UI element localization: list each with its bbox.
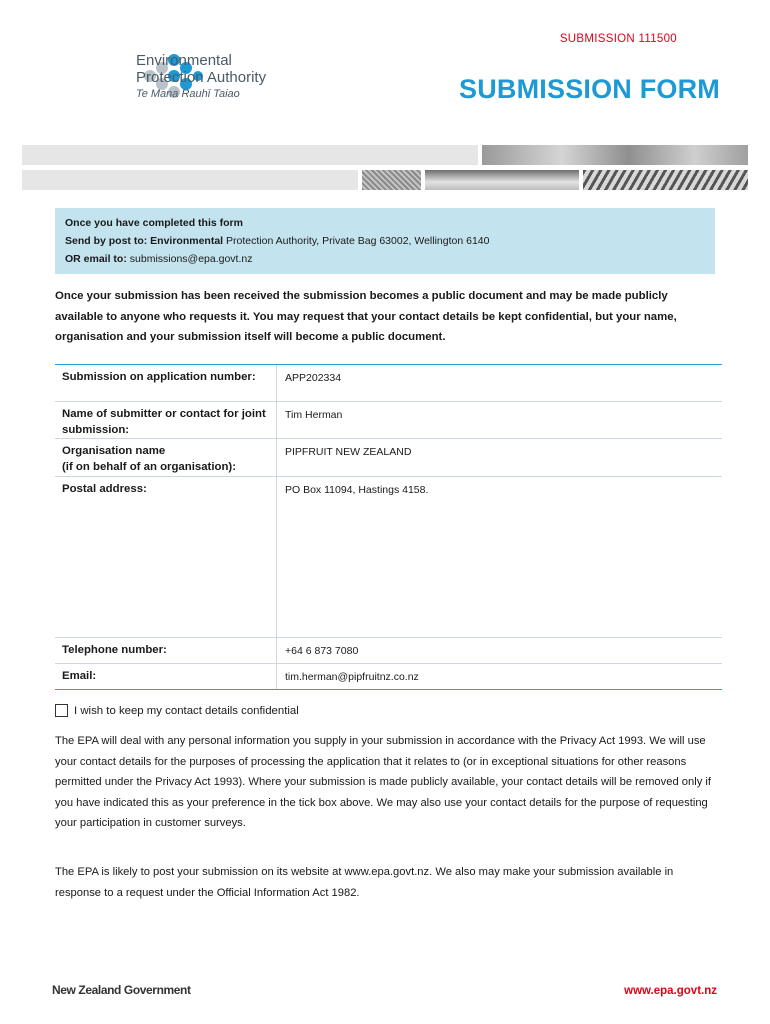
nz-government-logo: New Zealand Government	[52, 983, 191, 997]
postal-address-field[interactable]: PO Box 11094, Hastings 4158.	[285, 484, 429, 496]
confidential-checkbox[interactable]	[55, 704, 68, 717]
organisation-field[interactable]: PIPFRUIT NEW ZEALAND	[285, 446, 412, 458]
instructions-post: Send by post to: Environmental Protection Authority, Private Bag 63002, Wellington 6140	[65, 235, 490, 247]
page-title: SUBMISSION FORM	[458, 74, 720, 104]
logo-text-line3: Te Mana Rauhī Taiao	[136, 88, 240, 100]
website-paragraph: The EPA is likely to post your submission on its website at www.epa.govt.nz. We also may make your submission available in response to a request under the Official Information Act 1982.	[55, 866, 674, 899]
instructions-email: OR email to: submissions@epa.govt.nz	[65, 253, 253, 265]
field-label-email: Email:	[55, 664, 277, 689]
banner-photo-gravel	[362, 170, 421, 190]
instructions-heading: Once you have completed this form	[65, 217, 243, 229]
field-label-telephone: Telephone number:	[55, 638, 277, 663]
table-row	[55, 477, 722, 638]
field-label-postal-address: Postal address:	[55, 477, 277, 637]
table-row	[55, 365, 722, 402]
public-document-notice: Once your submission has been received the submission becomes a public document and may be made publicly available to anyone who requests it. You may request that your contact details be kept confidential, but your name, organisation and your submission itself will become a public document.	[55, 290, 677, 343]
logo-text-line2: Protection Authority	[136, 69, 267, 86]
table-row	[55, 439, 722, 477]
banner-strip-top	[22, 145, 478, 165]
table-row	[55, 664, 722, 689]
confidential-option[interactable]	[55, 704, 299, 717]
field-label-organisation: Organisation name (if on behalf of an organisation):	[55, 439, 277, 476]
field-label-submitter-name: Name of submitter or contact for joint submission:	[55, 402, 277, 438]
field-label-application-number: Submission on application number:	[55, 365, 277, 401]
application-number-field[interactable]: APP202334	[285, 372, 342, 384]
banner-photo-sky	[425, 170, 579, 190]
submitter-details-table	[55, 364, 722, 690]
privacy-paragraph: The EPA will deal with any personal information you supply in your submission in accordance with the Privacy Act 1993. We will use your contact details for the purposes of processing the application that it relates to (or in exceptional situations for other reasons permitted under the Privacy Act 1993). Where your submission is made publicly available, your contact details will be removed only if you have indicated this as your preference in the tick box above. We may also use your contact details for the purpose of requesting your participation in customer surveys.	[55, 735, 712, 829]
footer-website-link[interactable]: www.epa.govt.nz	[624, 985, 717, 997]
banner-photo-fern	[583, 170, 748, 190]
submission-number: SUBMISSION 111500	[559, 33, 677, 45]
table-row	[55, 402, 722, 439]
confidential-checkbox-label: I wish to keep my contact details confidential	[74, 704, 299, 717]
banner-photo-rocks	[482, 145, 748, 165]
logo-text-line1: Environmental	[136, 52, 232, 69]
email-field[interactable]: tim.herman@pipfruitnz.co.nz	[285, 671, 419, 683]
submitter-name-field[interactable]: Tim Herman	[285, 409, 343, 421]
table-row	[55, 638, 722, 664]
instructions-box	[55, 208, 715, 274]
banner-strip-bottom	[22, 170, 358, 190]
telephone-field[interactable]: +64 6 873 7080	[285, 645, 359, 657]
